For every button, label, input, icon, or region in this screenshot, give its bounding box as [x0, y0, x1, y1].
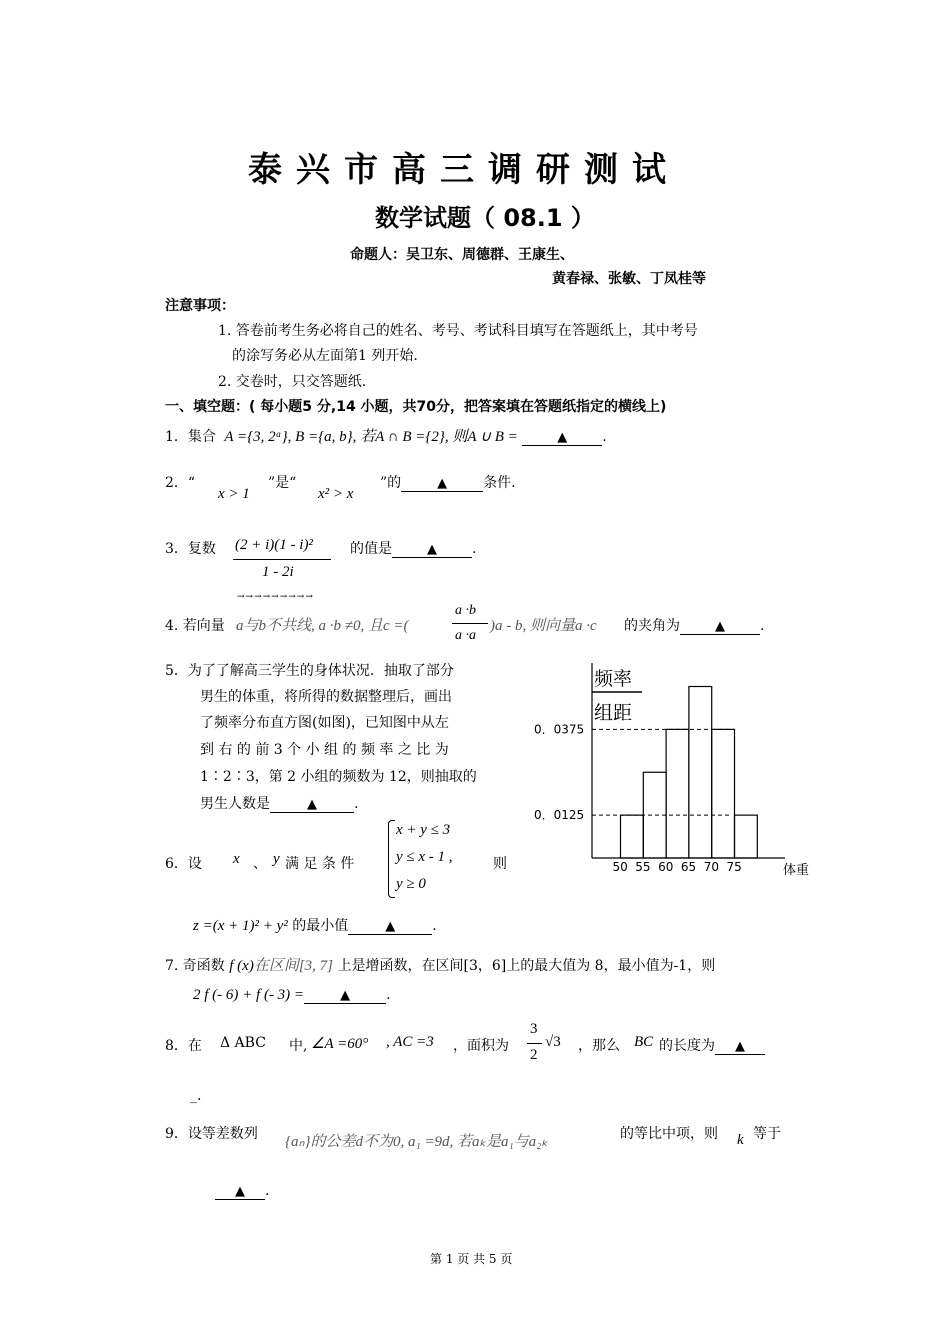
- q8-tail: ，那么: [578, 1038, 620, 1054]
- y-tick-label: 0．0375: [534, 722, 585, 737]
- q6-separator: 、: [253, 856, 267, 872]
- q6-answer-blank[interactable]: [348, 918, 432, 935]
- q9-formula: {aₙ}的公差d不为0, a₁ =9d, 若aₖ是a₁与a₂ₖ: [285, 1134, 548, 1150]
- q5-line-5: 1∶2∶3，第 2 小组的频数为 12，则抽取的: [200, 769, 477, 785]
- question-5-last-line: [200, 793, 358, 813]
- q8-answer-blank[interactable]: [715, 1038, 765, 1055]
- q6-system-line-3: y ≥ 0: [396, 876, 426, 892]
- question-7-line-1: [165, 954, 715, 975]
- q3-number: 3．复数: [165, 541, 216, 557]
- question-6: [165, 853, 202, 873]
- q9-tail: 的等比中项，则: [620, 1126, 718, 1142]
- q8-root: √3: [545, 1034, 561, 1050]
- q7-lead: 7. 奇函数: [165, 958, 225, 974]
- q2-end: 条件.: [483, 475, 516, 491]
- q6-end: .: [432, 918, 437, 934]
- q6-condition-text: 满 足 条 件: [285, 856, 355, 872]
- q3-denominator: 1 - 2i: [262, 564, 294, 580]
- q2-mid: ”是“: [268, 475, 297, 491]
- q8-ac: , AC =3: [386, 1034, 434, 1050]
- q8-bc: BC: [634, 1034, 654, 1050]
- q8-frac-numerator: 3: [530, 1021, 538, 1037]
- q4-formula-2: )a - b, 则向量a ·c: [490, 618, 597, 634]
- q3-answer-blank[interactable]: [392, 541, 472, 558]
- q5-line-2: 男生的体重，将所得的数据整理后，画出: [200, 689, 452, 705]
- q5-line-1: 5．为了了解高三学生的身体状况．抽取了部分: [165, 663, 454, 679]
- x-tick-label: 65: [680, 860, 697, 874]
- q6-system-brace: [388, 820, 395, 898]
- question-6-line-2: [193, 915, 437, 935]
- authors-line-1: 命题人：吴卫东、周德群、王康生、: [350, 247, 574, 263]
- q3-tail: 的值是: [350, 541, 392, 557]
- histogram-bar: [621, 815, 644, 858]
- q4-tail: 的夹角为: [624, 618, 680, 634]
- x-tick-label: 60: [658, 860, 674, 874]
- q5-line-3: 了频率分布直方图(如图)，已知图中从左: [200, 715, 449, 731]
- q6-number: 6．设: [165, 856, 202, 872]
- q9-k: k: [737, 1132, 744, 1148]
- question-7-line-2: [193, 987, 391, 1004]
- authors-line-2: 黄春禄、张敏、丁凤桂等: [552, 271, 706, 287]
- question-2-tail: [380, 472, 516, 492]
- q9-tail-2: 等于: [753, 1126, 781, 1142]
- q4-lead: 4. 若向量: [165, 618, 225, 634]
- blank-triangle-icon: ▲: [427, 542, 437, 557]
- q8-mid: 中,: [289, 1038, 308, 1054]
- q6-line2-formula: z =(x + 1)² + y²: [193, 918, 288, 934]
- blank-triangle-icon: ▲: [307, 797, 317, 812]
- question-4-tail: [624, 615, 764, 635]
- q7-fx: f (x): [229, 958, 254, 974]
- q4-end: .: [760, 618, 765, 634]
- q5-answer-blank[interactable]: [270, 796, 354, 813]
- blank-triangle-icon: ▲: [557, 430, 568, 445]
- q2-condition-2: x² > x: [318, 486, 354, 502]
- histogram-bar: [666, 729, 689, 858]
- q9-answer-blank[interactable]: [215, 1183, 265, 1200]
- q8-fraction-bar: [527, 1043, 542, 1044]
- q8-angle: ∠A =60°: [311, 1036, 369, 1052]
- q4-frac-denominator: a ·a: [455, 628, 476, 643]
- q2-tail: ”的: [380, 475, 402, 491]
- section-heading: 一、填空题：( 每小题5 分,14 小题，共70分，把答案填在答题纸指定的横线上): [165, 399, 667, 415]
- chart-ylabel-top: 频率: [594, 668, 633, 690]
- q6-y: y: [273, 851, 280, 867]
- histogram-bar: [712, 729, 735, 858]
- q8-end: _.: [190, 1088, 202, 1104]
- q4-vector-arrows: →→→→→→→→→: [237, 592, 314, 602]
- histogram-bar: [735, 815, 758, 858]
- page-title: 泰兴市高三调研测试: [248, 150, 680, 190]
- q3-end: .: [472, 541, 477, 557]
- q4-fraction-bar: [452, 623, 488, 624]
- blank-triangle-icon: ▲: [385, 919, 396, 934]
- q8-frac-denominator: 2: [530, 1047, 538, 1063]
- frequency-histogram: [530, 655, 820, 885]
- notes-heading: 注意事项：: [165, 298, 235, 314]
- notes-item-2: 2. 交卷时，只交答题纸.: [218, 374, 367, 390]
- q5-end: .: [354, 796, 359, 812]
- x-tick-label: 75: [726, 860, 742, 874]
- q2-condition-1: x > 1: [218, 486, 250, 502]
- page-subtitle: 数学试题（ 08.1 ）: [375, 204, 595, 232]
- q3-fraction-bar: [233, 559, 331, 560]
- notes-item-1-line-1: 1. 答卷前考生务必将自己的姓名、考号、考试科目填写在答题纸上，其中考号: [218, 323, 698, 339]
- q2-number: 2．“: [165, 475, 196, 491]
- q7-answer-blank[interactable]: [304, 987, 386, 1004]
- q6-system-line-2: y ≤ x - 1 ,: [396, 849, 453, 865]
- chart-ylabel-bottom: 组距: [594, 702, 633, 724]
- q7-line1-tail: 上是增函数，在区间[3，6]上的最大值为 8，最小值为-1，则: [337, 958, 716, 974]
- question-1: [165, 425, 607, 446]
- q5-line-4: 到 右 的 前 3 个 小 组 的 频 率 之 比 为: [200, 742, 449, 758]
- q9-number: 9．设等差数列: [165, 1126, 258, 1142]
- q6-system-line-1: x + y ≤ 3: [396, 822, 451, 838]
- chart-xlabel: 体重: [783, 863, 810, 878]
- y-tick-label: 0．0125: [534, 808, 585, 823]
- q1-formula: A ={3, 2ᵃ}, B ={a, b}, 若A ∩ B ={2}, 则A ∪ B =: [224, 429, 518, 445]
- q8-number: 8．在: [165, 1038, 202, 1054]
- q2-answer-blank[interactable]: [401, 475, 483, 492]
- q8-area: ，面积为: [453, 1038, 509, 1054]
- q3-numerator: (2 + i)(1 - i)²: [235, 537, 313, 553]
- q5-last-line: 男生人数是: [200, 796, 270, 812]
- q4-answer-blank[interactable]: [680, 618, 760, 635]
- q1-number: 1．集合: [165, 429, 216, 445]
- question-3-tail: [350, 538, 476, 558]
- x-tick-label: 50: [612, 860, 628, 874]
- q1-end: .: [602, 429, 607, 445]
- q6-x: x: [233, 851, 240, 867]
- q8-triangle: Δ ABC: [220, 1035, 266, 1051]
- page-footer: 第 1 页 共 5 页: [430, 1252, 513, 1266]
- q4-frac-numerator: a ·b: [455, 603, 476, 618]
- blank-triangle-icon: ▲: [715, 619, 725, 634]
- blank-triangle-icon: ▲: [340, 988, 351, 1003]
- notes-item-1-line-2: 的涂写务必从左面第1 列开始.: [232, 348, 418, 364]
- x-tick-label: 55: [635, 860, 651, 874]
- q6-line2-tail: 的最小值: [292, 918, 349, 934]
- q7-line2-formula: 2 f (- 6) + f (- 3) =: [193, 987, 305, 1003]
- blank-triangle-icon: ▲: [235, 1184, 245, 1199]
- q8-tail-2: 的长度为: [659, 1038, 715, 1054]
- blank-triangle-icon: ▲: [437, 476, 448, 491]
- q7-interval: 在区间[3, 7]: [253, 958, 334, 974]
- blank-triangle-icon: ▲: [735, 1039, 745, 1054]
- x-tick-label: 70: [703, 860, 719, 874]
- question-8-tail: [659, 1035, 765, 1055]
- question-9-answer: [215, 1183, 269, 1200]
- q4-formula: a与b不共线, a ·b ≠0, 且c =(: [236, 618, 409, 634]
- q7-end: .: [386, 987, 391, 1003]
- q9-end: .: [265, 1183, 270, 1199]
- q1-answer-blank[interactable]: [522, 429, 602, 446]
- q6-then: 则: [493, 856, 507, 872]
- histogram-bar: [689, 687, 712, 859]
